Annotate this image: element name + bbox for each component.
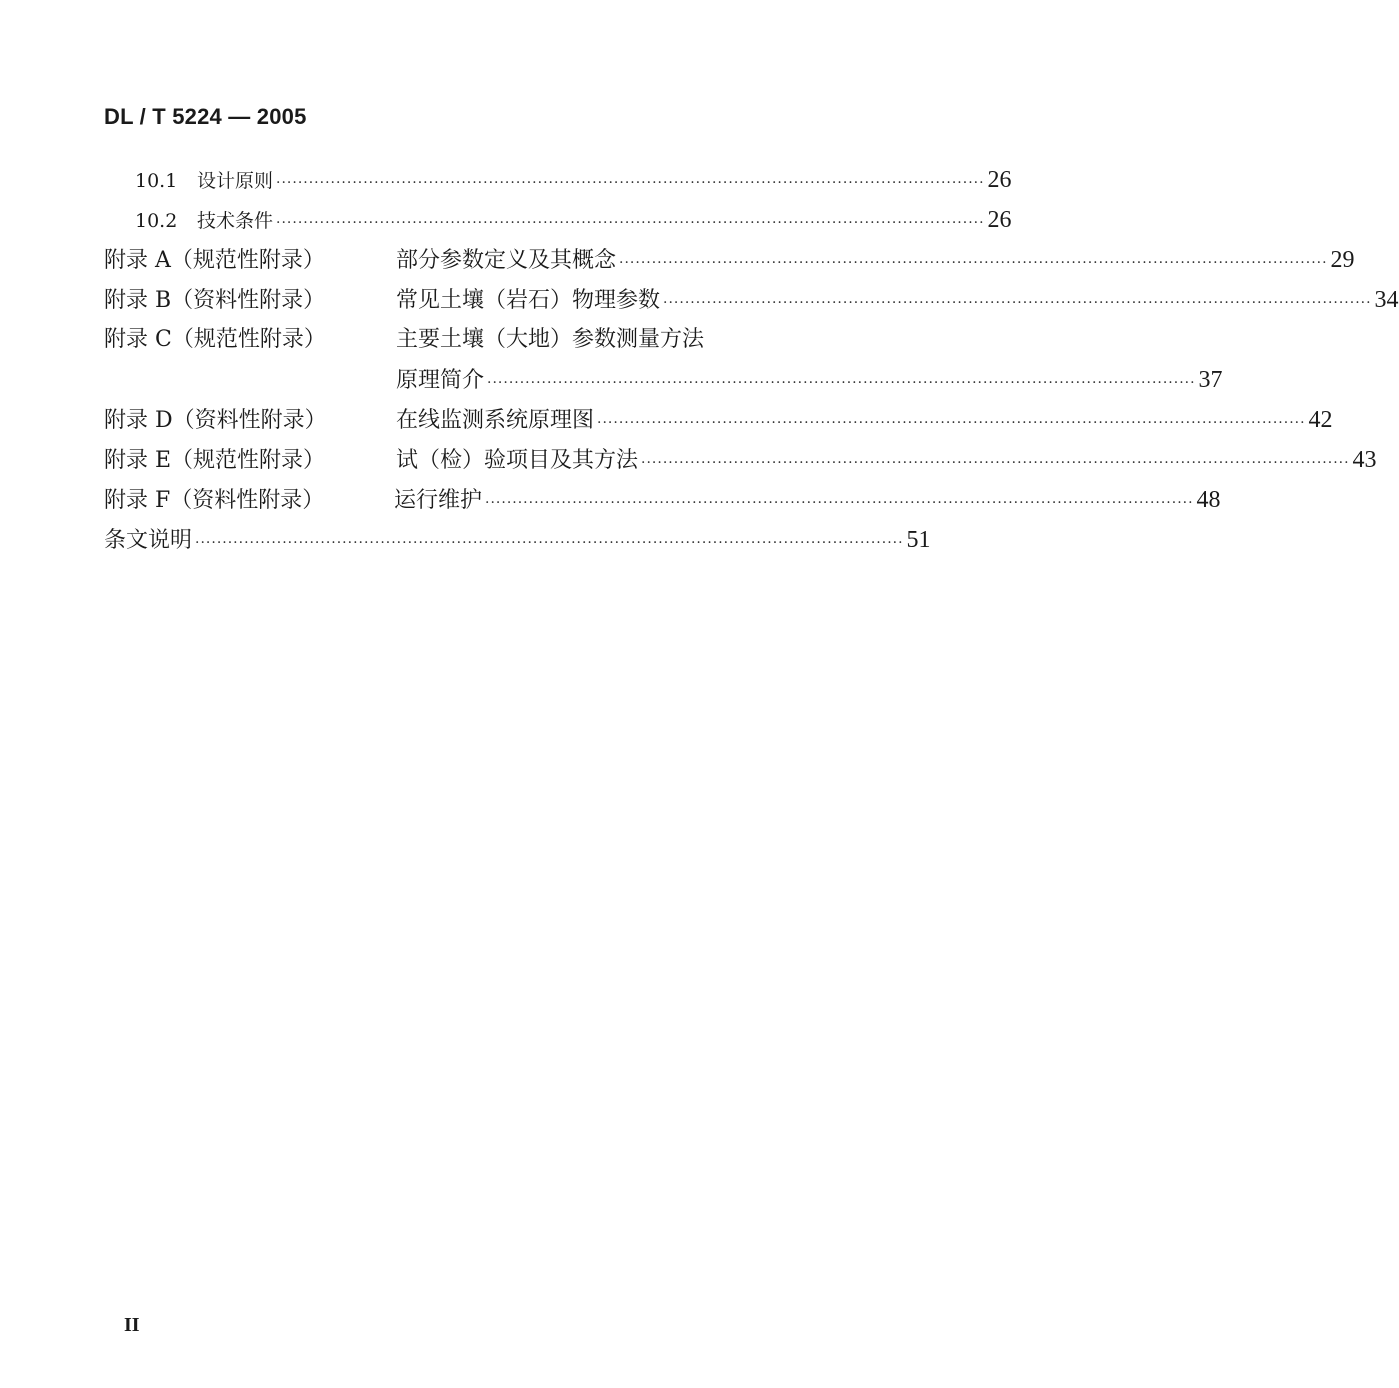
toc-page-number: 26: [987, 207, 1012, 233]
toc-appendix-label: 附录 F（资料性附录）: [104, 488, 325, 513]
toc-entry-title: 常见土壤（岩石）物理参数: [396, 288, 661, 313]
toc-leader-dots: ··································································································································: [276, 215, 985, 231]
toc-page-number: 42: [1308, 407, 1333, 433]
toc-page-number: 51: [906, 527, 931, 553]
toc-leader-dots: ··································································································································: [276, 175, 985, 191]
toc-entry-title: 条文说明: [104, 528, 193, 553]
toc-page-number: 26: [987, 167, 1012, 193]
toc-entry-appendix-e[interactable]: [104, 440, 1377, 480]
toc-page-number: 34: [1374, 287, 1399, 313]
toc-appendix-label: 附录 D（资料性附录）: [104, 408, 327, 433]
toc-entry-appendix-b[interactable]: [104, 280, 1399, 320]
toc-entry-appendix-c[interactable]: [104, 320, 858, 360]
toc-appendix-label: 附录 B（资料性附录）: [104, 288, 326, 313]
toc-entry-explanation[interactable]: [104, 520, 931, 560]
toc-entry-title: 在线监测系统原理图: [396, 408, 595, 433]
toc-section-number: 10.1: [135, 170, 178, 192]
toc-leader-dots: ··································································································································: [619, 255, 1328, 271]
toc-leader-dots: ··································································································································: [663, 295, 1372, 311]
toc-appendix-label: 附录 C（规范性附录）: [104, 327, 326, 352]
page-number: II: [124, 1314, 140, 1336]
toc-appendix-label: 附录 E（规范性附录）: [104, 448, 326, 473]
toc-entry-title: 技术条件: [197, 210, 274, 232]
toc-leader-dots: ··································································································································: [597, 415, 1306, 431]
toc-section-number: 10.2: [135, 210, 178, 232]
toc-entry-title: 运行维护: [394, 488, 483, 513]
toc-entry-appendix-d[interactable]: [104, 400, 1333, 440]
table-of-contents: [104, 160, 1399, 560]
toc-page-number: 29: [1330, 247, 1355, 273]
toc-entry-title: 设计原则: [197, 170, 274, 192]
toc-page-number: 43: [1352, 447, 1377, 473]
toc-entry-appendix-f[interactable]: [104, 480, 1221, 520]
toc-page-number: 37: [1198, 367, 1223, 393]
toc-entry-title: 部分参数定义及其概念: [396, 248, 617, 273]
toc-page-number: 48: [1196, 487, 1221, 513]
toc-entry-title: 主要土壤（大地）参数测量方法: [396, 327, 705, 352]
toc-entry-10-2[interactable]: [104, 200, 1012, 240]
toc-entry-appendix-c-cont[interactable]: [104, 360, 1223, 400]
toc-appendix-label: 附录 A（规范性附录）: [104, 248, 325, 273]
document-code: DL / T 5224 — 2005: [104, 104, 307, 129]
toc-leader-dots: ··································································································································: [487, 375, 1196, 391]
toc-entry-title: 试（检）验项目及其方法: [396, 448, 639, 473]
toc-entry-appendix-a[interactable]: [104, 240, 1355, 280]
toc-leader-dots: ··································································································································: [485, 495, 1194, 511]
toc-entry-10-1[interactable]: [104, 160, 1012, 200]
toc-leader-dots: ··································································································································: [195, 535, 904, 551]
toc-entry-title: 原理简介: [396, 368, 485, 393]
toc-leader-dots: ··································································································································: [641, 455, 1350, 471]
